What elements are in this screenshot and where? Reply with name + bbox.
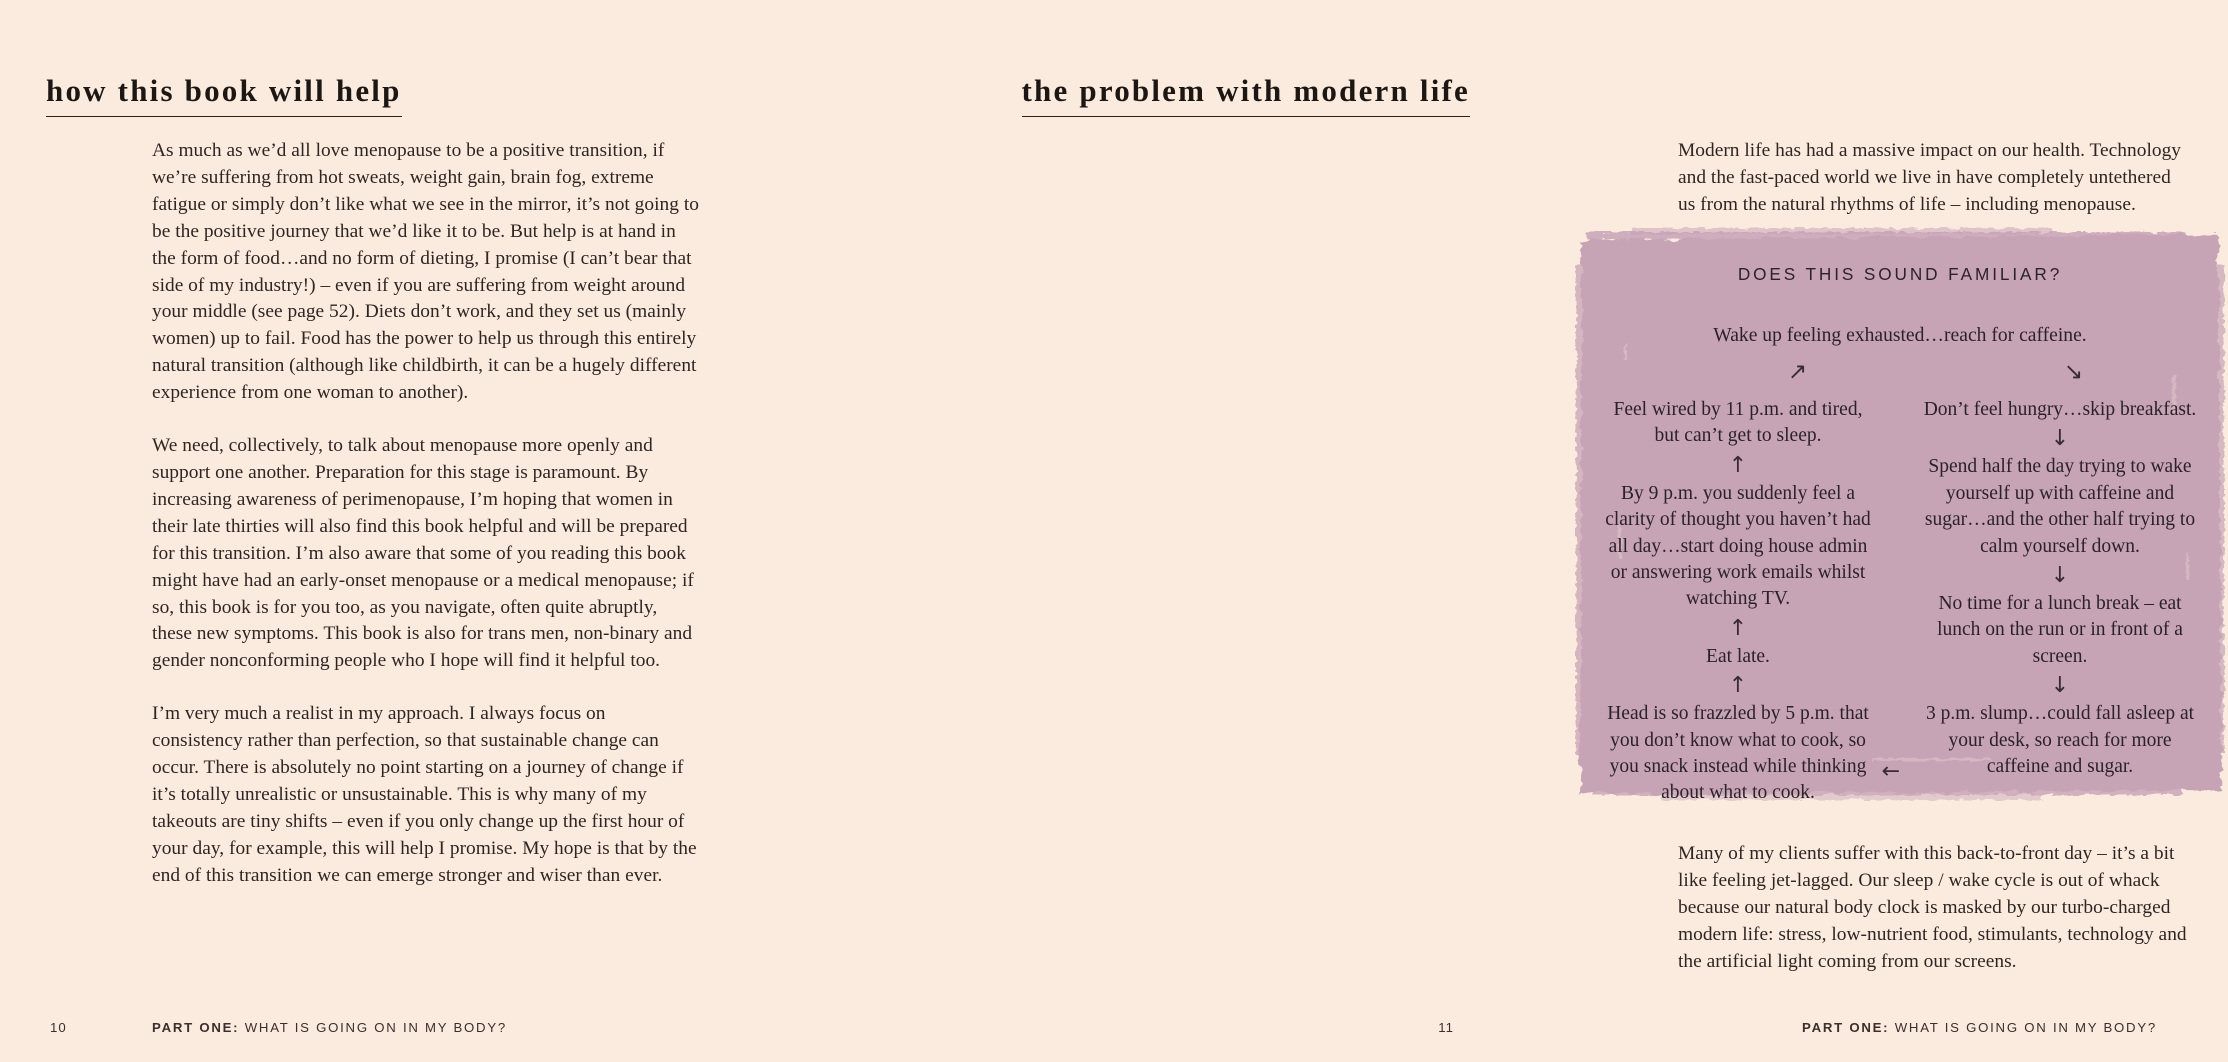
paragraph: As much as we’d all love menopause to be a positive transition, if we’re suffering from hot sweats, weight gain, brain fog, extreme fatigue or simply don’t like what we see in the mirror, it’s not going to be the positive journey that we’d like it to be. But help is at hand in the form of food…and no form of dieting, I promise (I can’t bear that side of my industry!) – even if you are suffering from weight around your middle (see page 52). Diets don’t work, and they set us (mainly women) up to fail. Food has the power to help us through this entirely natural transition (although like childbirth, it can be a hugely different experience from one woman to another). (152, 140, 699, 404)
paragraph: Modern life has had a massive impact on our health. Technology and the fast-paced world we live in have completely untethered us from the natural rhythms of life – including menopause. (1678, 140, 2182, 215)
flow-step: Feel wired by 11 p.m. and tired, but can’t get to sleep. (1613, 399, 1863, 447)
flow-step (1602, 701, 1900, 807)
flow-column-daytime (1922, 397, 2198, 807)
flow-step: Spend half the day trying to wake yourself up with caffeine and sugar…and the other half trying to calm yourself down. (1924, 456, 2196, 557)
page-title-right: the problem with modern life (1022, 74, 1471, 117)
arrow-up-icon: ↑ (1728, 452, 1748, 478)
arrow-up-icon: ↑ (1728, 615, 1748, 641)
callout-content (1572, 224, 2228, 802)
flow-step: 3 p.m. slump…could fall asleep at your desk, so reach for more caffeine and sugar. (1925, 703, 2195, 778)
right-intro-text (1678, 138, 2186, 219)
running-head-title: WHAT IS GOING ON IN MY BODY? (244, 1020, 507, 1035)
page-number-left: 10 (50, 1020, 67, 1035)
arrow-down-icon: ↓ (2050, 563, 2070, 589)
callout-title: DOES THIS SOUND FAMILIAR? (1737, 264, 2063, 284)
right-page (750, 0, 2197, 1062)
flow-step: By 9 p.m. you suddenly feel a clarity of thought you haven’t had all day…start doing house admin or answering work emails whilst watching TV. (1605, 482, 1871, 610)
running-head-part-label: PART ONE: (152, 1020, 240, 1035)
arrow-down-icon: ↓ (2050, 426, 2070, 452)
left-body-text (152, 138, 700, 890)
flow-step: Don’t feel hungry…skip breakfast. (1923, 399, 2197, 420)
left-page (0, 0, 750, 1062)
arrow-left-icon: ← (1881, 758, 1900, 784)
page-number-right: 11 (1438, 1020, 1454, 1035)
flow-step-label: Head is so frazzled by 5 p.m. that you don’t know what to cook, so you snack instead while thinking about what to cook. (1607, 703, 1869, 804)
running-head-left (152, 1020, 507, 1035)
paragraph: We need, collectively, to talk about menopause more openly and support one another. Preparation for this stage is paramount. By increasing awareness of perimenopause, I’m hoping that women in their late thirties will also find this book helpful and will be prepared for this transition. I’m also aware that some of you reading this book might have had an early-onset menopause or a medical menopause; if so, this book is for you too, as you navigate, often quite abruptly, these new symptoms. This book is also for trans men, non-binary and gender nonconforming people who I hope will find it helpful too. (152, 435, 694, 672)
callout-lead-text: Wake up feeling exhausted…reach for caffeine. (1713, 325, 2087, 346)
page-title-left: how this book will help (46, 74, 402, 117)
flow-step: No time for a lunch break – eat lunch on the run or in front of a screen. (1937, 593, 2183, 667)
flow-column-evening (1602, 397, 1900, 807)
flow-diagram (1602, 397, 2198, 807)
paragraph: I’m very much a realist in my approach. I always focus on consistency rather than perfection, so that sustainable change can occur. There is absolutely no point starting on a journey of change if it’s totally unrealistic or unsustainable. This is why many of my takeouts are tiny shifts – even if you only change up the first hour of your day, for example, this will help I promise. My hope is that by the end of this transition we can emerge stronger and wiser than ever. (152, 703, 697, 886)
paragraph: Many of my clients suffer with this back-to-front day – it’s a bit like feeling jet-lagged. Our sleep / wake cycle is out of whack because our natural body clock is masked by our turbo-charged modern life: stress, low-nutrient food, stimulants, technology and the artificial light coming from our screens. (1678, 843, 2187, 972)
running-head-part-label: PART ONE: (1802, 1020, 1890, 1035)
arrow-up-right-icon: ↗ (1788, 359, 1808, 385)
flow-step: Eat late. (1706, 645, 1770, 667)
diverge-arrows (1602, 355, 2198, 395)
arrow-down-icon: ↓ (2050, 673, 2070, 699)
arrow-up-icon: ↑ (1728, 673, 1748, 699)
arrow-down-right-icon: ↘ (2064, 359, 2084, 385)
running-head-title: WHAT IS GOING ON IN MY BODY? (1894, 1020, 2157, 1035)
right-outro-text (1678, 841, 2190, 976)
running-head-right (1802, 1020, 2157, 1035)
does-this-sound-familiar-callout (1572, 224, 2228, 802)
